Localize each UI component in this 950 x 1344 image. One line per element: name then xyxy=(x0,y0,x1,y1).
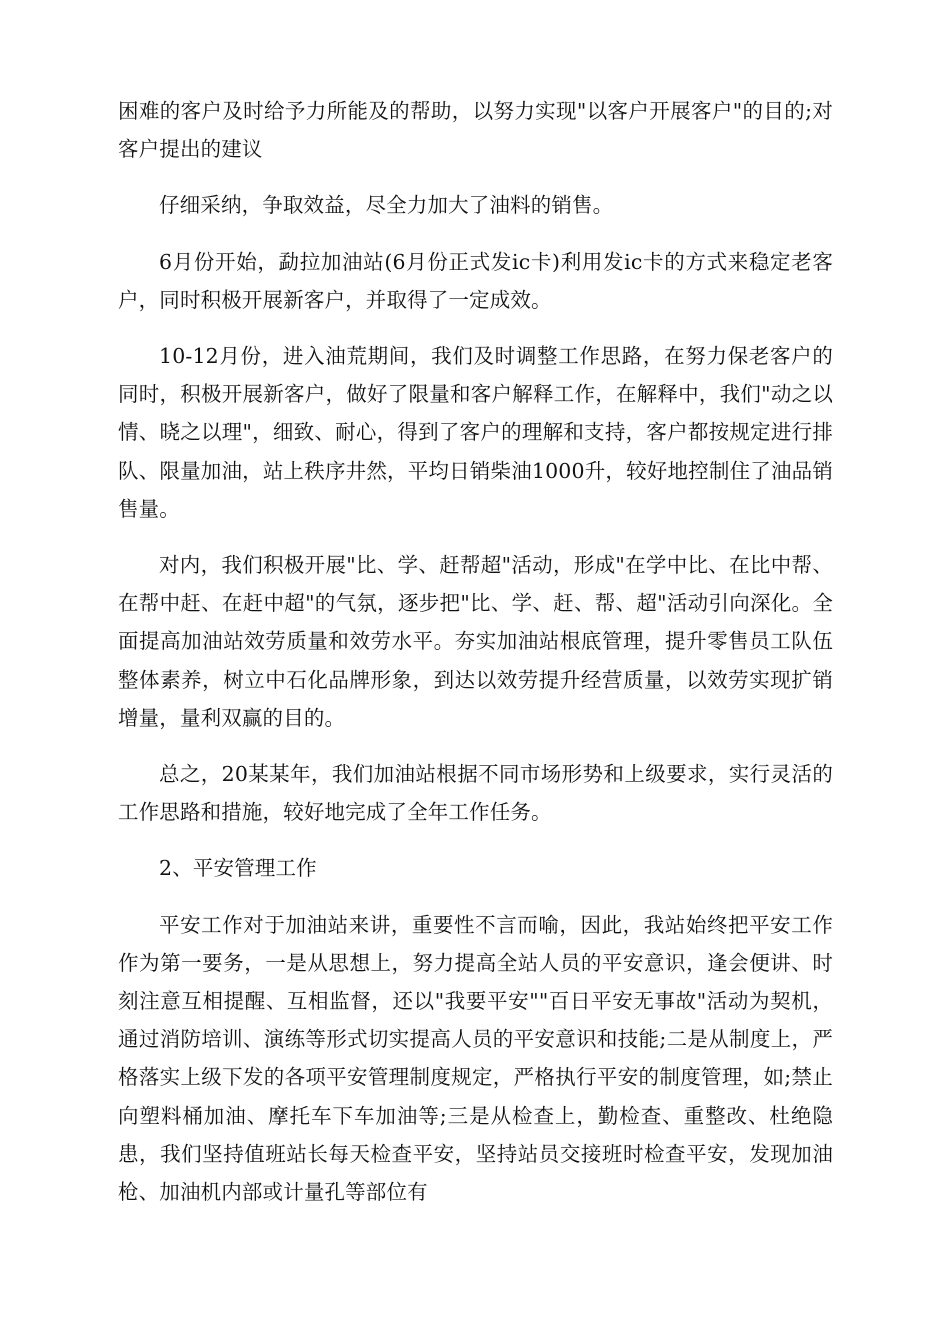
paragraph-5: 对内，我们积极开展"比、学、赶帮超"活动，形成"在学中比、在比中帮、在帮中赶、在赶中超"的气氛，逐步把"比、学、赶、帮、超"活动引向深化。全面提高加油站效劳质量和效劳水平。夯实加油站根底管理，提升零售员工队伍整体素养，树立中石化品牌形象，到达以效劳提升经营质量，以效劳实现扩销增量，量利双赢的目的。 xyxy=(118,553,833,730)
paragraph-7: 平安工作对于加油站来讲，重要性不言而喻，因此，我站始终把平安工作作为第一要务，一是从思想上，努力提高全站人员的平安意识，逢会便讲、时刻注意互相提醒、互相监督，还以"我要平安""百日平安无事故"活动为契机，通过消防培训、演练等形式切实提高人员的平安意识和技能;二是从制度上，严格落实上级下发的各项平安管理制度规定，严格执行平安的制度管理，如;禁止向塑料桶加油、摩托车下车加油等;三是从检查上，勤检查、重整改、杜绝隐患，我们坚持值班站长每天检查平安，坚持站员交接班时检查平安，发现加油枪、加油机内部或计量孔等部位有 xyxy=(118,912,833,1205)
section-heading: 2、平安管理工作 xyxy=(159,856,317,881)
paragraph-2: 仔细采纳，争取效益，尽全力加大了油料的销售。 xyxy=(159,193,614,218)
paragraph-6: 总之，20某某年，我们加油站根据不同市场形势和上级要求，实行灵活的工作思路和措施，较好地完成了全年工作任务。 xyxy=(118,762,833,825)
paragraph-4: 10-12月份，进入油荒期间，我们及时调整工作思路，在努力保老客户的同时，积极开展新客户，做好了限量和客户解释工作，在解释中，我们"动之以情、晓之以理"，细致、耐心，得到了客户的理解和支持，客户都按规定进行排队、限量加油，站上秩序井然，平均日销柴油1000升，较好地控制住了油品销售量。 xyxy=(118,344,833,521)
document-body xyxy=(118,92,833,1229)
paragraph-3: 6月份开始，勐拉加油站(6月份正式发ic卡)利用发ic卡的方式来稳定老客户，同时积极开展新客户，并取得了一定成效。 xyxy=(118,249,833,312)
paragraph-1: 困难的客户及时给予力所能及的帮助，以努力实现"以客户开展客户"的目的;对客户提出的建议 xyxy=(118,99,833,162)
